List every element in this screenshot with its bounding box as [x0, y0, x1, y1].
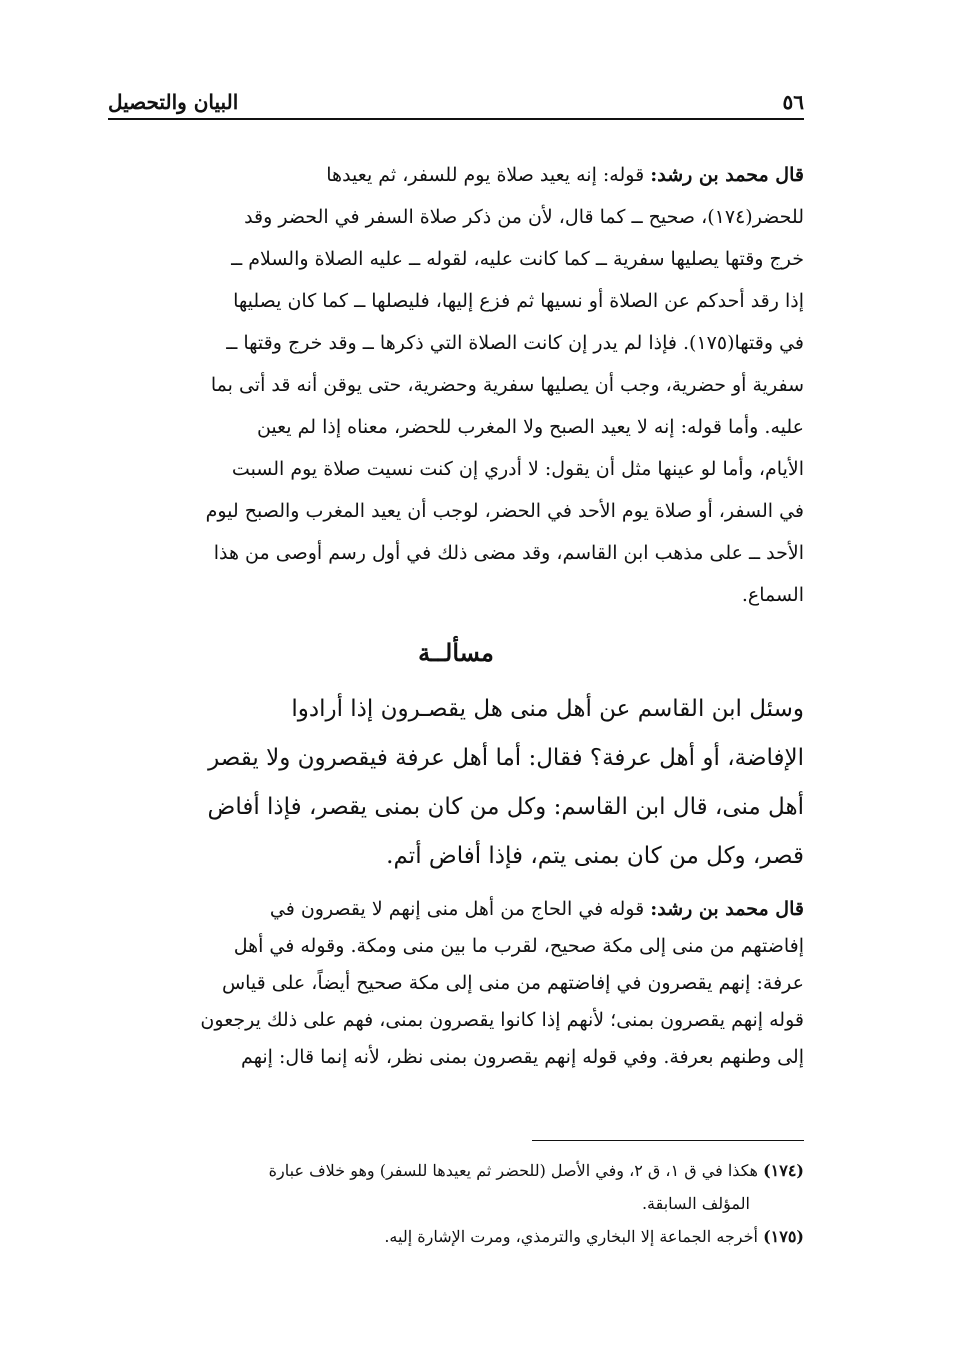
page-body — [108, 154, 804, 1076]
book-title: البيان والتحصيل — [108, 90, 239, 114]
speaker-label: قال محمد بن رشد: — [650, 164, 804, 186]
text-line: قصر، وكل من كان بمنى يتم، فإذا أفاض أتم. — [386, 843, 804, 869]
text-line: إذا رقد أحدكم عن الصلاة أو نسيها ثم فزع إليها، فليصلها ــ كما كان يصليها — [233, 290, 804, 312]
text-line: في السفر، أو صلاة يوم الأحد في الحضر، لوجب أن يعيد المغرب والصبح ليوم — [205, 500, 804, 522]
page-header — [108, 86, 804, 120]
footnote-number: (١٧٥) — [763, 1227, 804, 1246]
footnote-174: (١٧٤) هكذا في ق ١، ق ٢، وفي الأصل (للحضر ثم يعيدها للسفر) وهو خلاف عبارة — [268, 1161, 804, 1180]
text-line: الأحد ــ على مذهب ابن القاسم، وقد مضى ذلك في أول رسم أوصى من هذا — [213, 542, 804, 564]
footnote-175: (١٧٥) أخرجه الجماعة إلا البخاري والترمذي، ومرت الإشارة إليه. — [384, 1227, 804, 1246]
paragraph-commentary-2 — [108, 891, 804, 1076]
text-line: الأيام، وأما لو عينها مثل أن يقول: لا أدري إن كنت نسيت صلاة يوم السبت — [231, 458, 804, 480]
text-line: إلى وطنهم بعرفة. وفي قوله إنهم يقصرون بمنى نظر، لأنه إنما قال: إنهم — [240, 1046, 804, 1068]
text-line: عرفة: إنهم يقصرون في إفاضتهم من منى إلى مكة صحيح أيضاً، على قياس — [221, 972, 804, 994]
section-heading: مسألــة — [418, 638, 494, 667]
text-line: الإفاضة، أو أهل عرفة؟ فقال: أما أهل عرفة فيقصرون ولا يقصر — [208, 745, 804, 771]
footnote-174-continuation: المؤلف السابقة. — [641, 1194, 750, 1213]
speaker-label: قال محمد بن رشد: — [650, 898, 804, 920]
text-line: عليه. وأما قوله: إنه لا يعيد الصبح ولا المغرب للحضر، معناه إذا لم يعين — [256, 416, 804, 438]
footnote-number: (١٧٤) — [763, 1161, 804, 1180]
footnote-divider — [532, 1140, 804, 1141]
text-line: إفاضتهم من منى إلى مكة صحيح، لقرب ما بين منى ومكة. وقوله في أهل — [233, 935, 804, 957]
text-line: في وقتها(١٧٥). فإذا لم يدر إن كانت الصلاة التي ذكرها ــ وقد خرج وقتها ــ — [226, 332, 804, 354]
text-line: للحضر(١٧٤)، صحيح ــ كما قال، لأن من ذكر صلاة السفر في الحضر وقد — [244, 206, 804, 228]
paragraph-question — [108, 685, 804, 881]
text-line: خرج وقتها يصليها سفرية ــ كما كانت عليه، لقوله ــ عليه الصلاة والسلام ــ — [231, 248, 804, 270]
text-line: السماع. — [741, 584, 804, 606]
text-line: أهل منى، قال ابن القاسم: وكل من كان بمنى يقصر، فإذا أفاض — [207, 794, 804, 820]
text-line: وسئل ابن القاسم عن أهل منى هل يقصـرون إذا أرادوا — [291, 696, 804, 722]
paragraph-commentary-1 — [108, 154, 804, 616]
text-line: سفرية أو حضرية، وجب أن يصليها سفرية وحضرية، حتى يوقن أنه قد أتى بما — [210, 374, 804, 396]
text-line: قال محمد بن رشد: قوله في الحاج من أهل منى إنهم لا يقصرون في — [269, 898, 804, 920]
text-line: قال محمد بن رشد: قوله: إنه يعيد صلاة يوم للسفر، ثم يعيدها — [326, 164, 804, 186]
footnotes — [108, 1154, 804, 1253]
text-line: قوله إنهم يقصرون بمنى؛ لأنهم إذا كانوا يقصرون بمنى، فهم على ذلك يرجعون — [200, 1009, 804, 1031]
page-number: ٥٦ — [782, 90, 804, 114]
